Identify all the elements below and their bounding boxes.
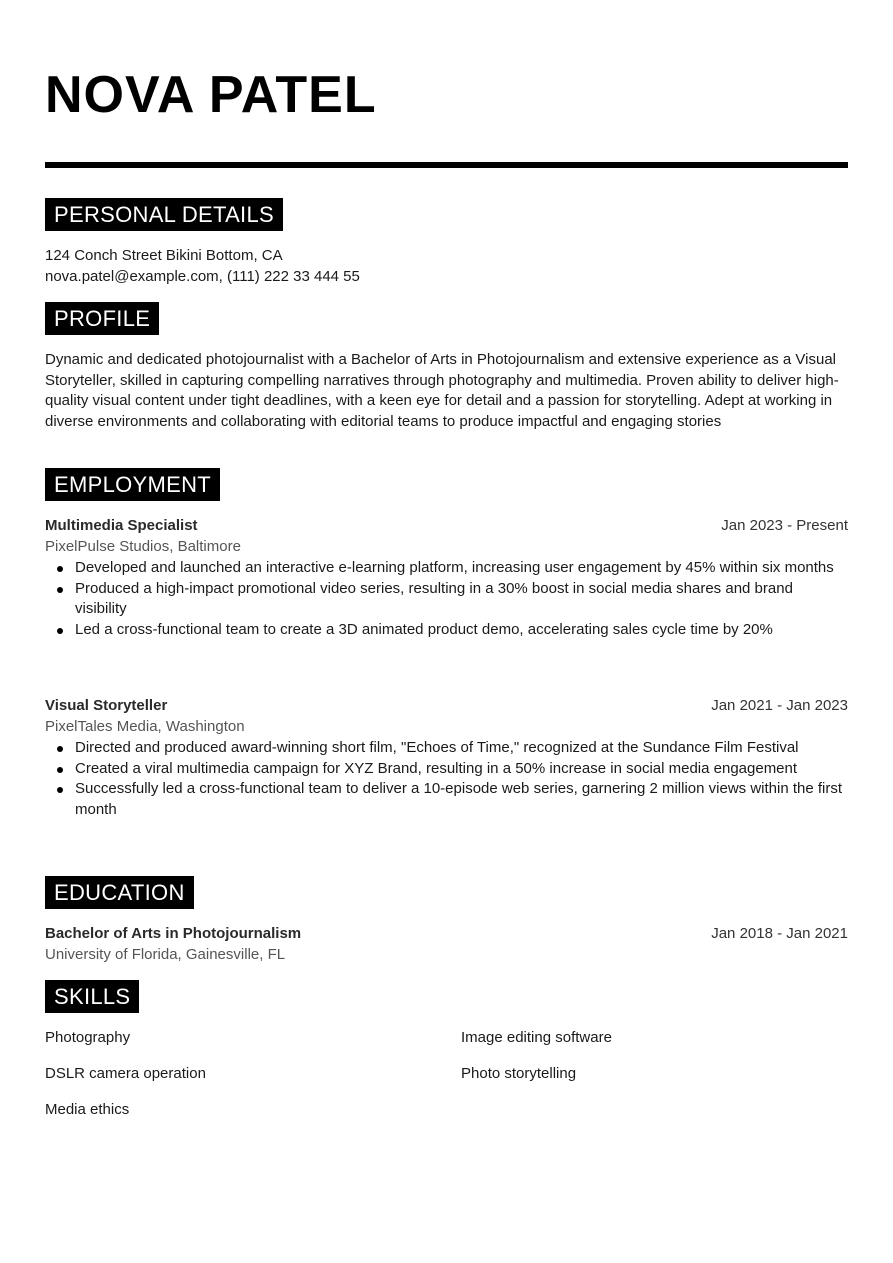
candidate-name: NOVA PATEL (45, 66, 377, 124)
achievement-text: Created a viral multimedia campaign for XYZ Brand, resulting in a 50% increase in social media engagement (75, 759, 798, 777)
bullet-icon (57, 628, 63, 634)
school-name: University of Florida, Gainesville, FL (45, 946, 286, 963)
list-item (45, 779, 848, 820)
profile-summary: Dynamic and dedicated photojournalist with a Bachelor of Arts in Photojournalism and extensive experience as a Visual Storyteller, skilled in capturing compelling narratives through photography and multimedia. Proven ability to deliver high-quality visual content under tight deadlines, with a keen eye for detail and a passion for storytelling. Adept at working in diverse environments and collaborating with editorial teams to produce impactful and engaging stories (45, 351, 839, 430)
job-company: PixelTales Media, Washington (45, 718, 245, 735)
achievement-text: Produced a high-impact promotional video series, resulting in a 30% boost in social media shares and brand visibility (75, 579, 793, 618)
address: 124 Conch Street Bikini Bottom, CA (45, 247, 283, 264)
job-company: PixelPulse Studios, Baltimore (45, 538, 241, 555)
bullet-icon (57, 767, 63, 773)
contact-info: nova.patel@example.com, (111) 222 33 444 55 (45, 268, 360, 285)
job-date: Jan 2023 - Present (721, 517, 848, 534)
job-date: Jan 2021 - Jan 2023 (711, 697, 848, 714)
section-heading-profile: PROFILE (45, 302, 159, 335)
achievement-text: Directed and produced award-winning short film, "Echoes of Time," recognized at the Sundance Film Festival (75, 739, 799, 756)
list-item (45, 579, 848, 620)
list-item (45, 759, 848, 780)
skill-item: Media ethics (45, 1101, 130, 1118)
job-title: Visual Storyteller (45, 697, 168, 714)
job-title: Multimedia Specialist (45, 517, 198, 534)
degree-title: Bachelor of Arts in Photojournalism (45, 925, 302, 942)
achievement-text: Led a cross-functional team to create a 3D animated product demo, accelerating sales cycle time by 20% (75, 620, 773, 638)
bullet-icon (57, 746, 63, 752)
list-item (45, 620, 848, 641)
list-item (45, 558, 848, 579)
education-date: Jan 2018 - Jan 2021 (711, 925, 848, 942)
achievement-text: Developed and launched an interactive e-learning platform, increasing user engagement by 45% within six months (75, 559, 834, 576)
list-item (45, 738, 848, 759)
skill-item: Image editing software (461, 1029, 612, 1046)
section-heading-skills: SKILLS (45, 980, 139, 1013)
header-divider (45, 162, 848, 168)
job-achievements (45, 558, 848, 640)
skill-item: Photo storytelling (461, 1065, 577, 1082)
section-heading-employment: EMPLOYMENT (45, 468, 220, 501)
bullet-icon (57, 566, 63, 572)
achievement-text: Successfully led a cross-functional team to deliver a 10-episode web series, garnering 2 million views within the first month (75, 780, 843, 818)
job-achievements (45, 738, 848, 820)
bullet-icon (57, 787, 63, 793)
section-heading-personal-details: PERSONAL DETAILS (45, 198, 283, 231)
skill-item: Photography (45, 1029, 131, 1046)
bullet-icon (57, 587, 63, 593)
section-heading-education: EDUCATION (45, 876, 194, 909)
skill-item: DSLR camera operation (45, 1065, 206, 1082)
